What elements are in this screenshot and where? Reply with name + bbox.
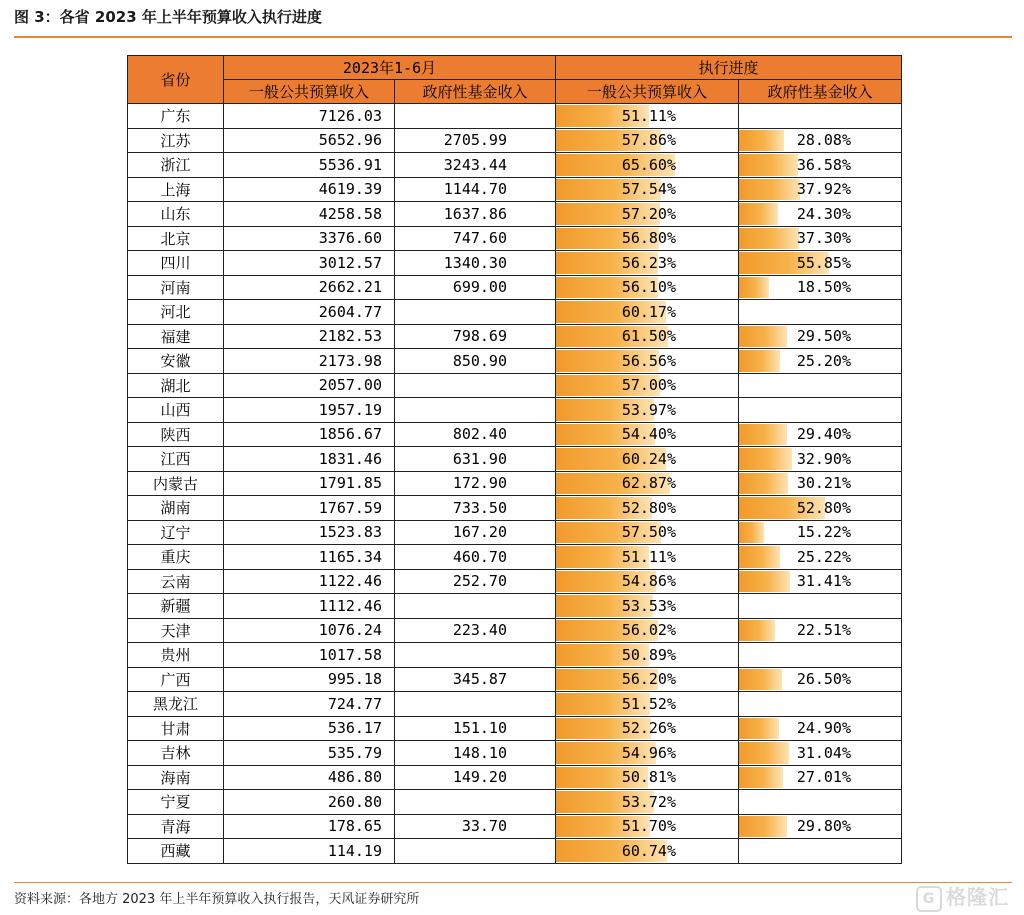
general-progress-cell-label: 50.89% [621, 645, 676, 664]
table-row [128, 202, 902, 227]
general-progress-cell-label: 57.86% [621, 131, 676, 150]
gov-fund-cell [395, 643, 556, 668]
gov-fund-cell: 2705.99 [395, 128, 556, 153]
fund-progress-cell [739, 545, 902, 570]
fund-progress-cell-bar [739, 718, 779, 740]
fund-progress-cell-label: 36.58% [796, 155, 851, 174]
fund-progress-cell-bar [739, 228, 799, 250]
table-row [128, 398, 902, 423]
fund-progress-cell-label: 24.30% [796, 204, 851, 223]
fund-progress-cell [739, 447, 902, 472]
top-rule [14, 36, 1012, 38]
revenue-progress-table [127, 55, 902, 864]
general-budget-cell: 2182.53 [224, 324, 395, 349]
fund-progress-cell-label [851, 107, 901, 125]
table-row [128, 447, 902, 472]
fund-progress-cell [739, 520, 902, 545]
general-progress-cell-label: 50.81% [621, 768, 676, 787]
general-progress-cell [556, 496, 739, 521]
general-progress-cell [556, 594, 739, 619]
gov-fund-cell: 252.70 [395, 569, 556, 594]
gov-fund-cell: 1637.86 [395, 202, 556, 227]
table-row [128, 520, 902, 545]
table-row [128, 471, 902, 496]
province-cell: 辽宁 [128, 520, 224, 545]
province-cell: 山西 [128, 398, 224, 423]
province-cell: 海南 [128, 765, 224, 790]
province-cell: 陕西 [128, 422, 224, 447]
header-general-budget-progress: 一般公共预算收入 [556, 80, 739, 104]
fund-progress-cell [739, 104, 902, 129]
general-budget-cell: 178.65 [224, 814, 395, 839]
table-row [128, 569, 902, 594]
general-budget-cell: 2604.77 [224, 300, 395, 325]
fund-progress-cell-label: 22.51% [796, 621, 851, 640]
gov-fund-cell: 149.20 [395, 765, 556, 790]
general-progress-cell [556, 177, 739, 202]
fund-progress-cell-bar [739, 571, 790, 593]
general-progress-cell-label: 53.72% [621, 792, 676, 811]
general-progress-cell [556, 324, 739, 349]
general-budget-cell: 995.18 [224, 667, 395, 692]
general-budget-cell: 114.19 [224, 839, 395, 864]
fund-progress-cell-label [851, 842, 901, 860]
table-row [128, 643, 902, 668]
fund-progress-cell [739, 300, 902, 325]
general-progress-cell-label: 54.96% [621, 743, 676, 762]
province-cell: 北京 [128, 226, 224, 251]
fund-progress-cell-label: 37.92% [796, 180, 851, 199]
fund-progress-cell-label: 37.30% [796, 229, 851, 248]
province-cell: 西藏 [128, 839, 224, 864]
general-progress-cell [556, 275, 739, 300]
fund-progress-cell-label: 31.04% [796, 743, 851, 762]
table-body [128, 104, 902, 864]
fund-progress-cell-label: 25.22% [796, 547, 851, 566]
general-budget-cell: 1791.85 [224, 471, 395, 496]
fund-progress-cell-label: 18.50% [796, 278, 851, 297]
general-progress-cell-label: 57.50% [621, 523, 676, 542]
general-budget-cell: 260.80 [224, 790, 395, 815]
fund-progress-cell-bar [739, 154, 798, 176]
general-progress-cell-label: 56.80% [621, 229, 676, 248]
fund-progress-cell-label: 26.50% [796, 670, 851, 689]
general-progress-cell [556, 398, 739, 423]
general-budget-cell: 1523.83 [224, 520, 395, 545]
fund-progress-cell-label: 30.21% [796, 474, 851, 493]
fund-progress-cell-label: 24.90% [796, 719, 851, 738]
fund-progress-cell [739, 202, 902, 227]
gov-fund-cell [395, 373, 556, 398]
general-budget-cell: 1856.67 [224, 422, 395, 447]
table-row [128, 300, 902, 325]
fund-progress-cell [739, 741, 902, 766]
general-progress-cell [556, 643, 739, 668]
general-budget-cell: 1831.46 [224, 447, 395, 472]
general-progress-cell [556, 839, 739, 864]
general-progress-cell [556, 300, 739, 325]
general-progress-cell [556, 447, 739, 472]
general-budget-cell: 4619.39 [224, 177, 395, 202]
table-row [128, 618, 902, 643]
general-budget-cell: 1122.46 [224, 569, 395, 594]
table-row [128, 839, 902, 864]
general-progress-cell-label: 51.11% [621, 547, 676, 566]
fund-progress-cell [739, 128, 902, 153]
table-row [128, 104, 902, 129]
gov-fund-cell: 3243.44 [395, 153, 556, 178]
gov-fund-cell [395, 300, 556, 325]
gov-fund-cell: 33.70 [395, 814, 556, 839]
general-budget-cell: 5536.91 [224, 153, 395, 178]
general-progress-cell [556, 226, 739, 251]
gov-fund-cell: 699.00 [395, 275, 556, 300]
general-progress-cell-label: 52.26% [621, 719, 676, 738]
province-cell: 上海 [128, 177, 224, 202]
general-progress-cell-label: 56.56% [621, 351, 676, 370]
table-row [128, 226, 902, 251]
table-row [128, 153, 902, 178]
fund-progress-cell-bar [739, 350, 780, 372]
fund-progress-cell-label: 31.41% [796, 572, 851, 591]
general-progress-cell-label: 60.74% [621, 841, 676, 860]
general-progress-cell [556, 422, 739, 447]
province-cell: 黑龙江 [128, 692, 224, 717]
general-progress-cell-label: 65.60% [621, 155, 676, 174]
general-budget-cell: 2057.00 [224, 373, 395, 398]
gov-fund-cell [395, 692, 556, 717]
fund-progress-cell-label: 28.08% [796, 131, 851, 150]
gov-fund-cell: 747.60 [395, 226, 556, 251]
general-budget-cell: 1957.19 [224, 398, 395, 423]
gov-fund-cell: 798.69 [395, 324, 556, 349]
general-progress-cell-label: 53.53% [621, 596, 676, 615]
province-cell: 河南 [128, 275, 224, 300]
fund-progress-cell-bar [739, 203, 778, 225]
general-progress-cell [556, 814, 739, 839]
general-progress-cell [556, 545, 739, 570]
general-progress-cell-label: 54.40% [621, 425, 676, 444]
fund-progress-cell [739, 422, 902, 447]
general-progress-cell-label: 54.86% [621, 572, 676, 591]
province-cell: 贵州 [128, 643, 224, 668]
table-row [128, 373, 902, 398]
fund-progress-cell-label [851, 376, 901, 394]
fund-progress-cell [739, 814, 902, 839]
province-cell: 山东 [128, 202, 224, 227]
table-row [128, 790, 902, 815]
gov-fund-cell: 345.87 [395, 667, 556, 692]
fund-progress-cell-label [851, 646, 901, 664]
fund-progress-cell [739, 471, 902, 496]
watermark-text: 格隆汇 [946, 885, 1009, 909]
header-group-progress: 执行进度 [556, 56, 902, 80]
table-row [128, 496, 902, 521]
header-gov-fund-progress: 政府性基金收入 [739, 80, 902, 104]
general-progress-cell [556, 741, 739, 766]
table-row [128, 177, 902, 202]
fund-progress-cell [739, 692, 902, 717]
gov-fund-cell: 223.40 [395, 618, 556, 643]
gov-fund-cell [395, 790, 556, 815]
fund-progress-cell-bar [739, 546, 780, 568]
table-row [128, 765, 902, 790]
fund-progress-cell [739, 496, 902, 521]
fund-progress-cell [739, 569, 902, 594]
general-budget-cell: 2662.21 [224, 275, 395, 300]
fund-progress-cell-label [851, 793, 901, 811]
general-budget-cell: 7126.03 [224, 104, 395, 129]
general-progress-cell [556, 104, 739, 129]
general-progress-cell-label: 51.52% [621, 694, 676, 713]
fund-progress-cell-bar [739, 816, 787, 838]
general-budget-cell: 4258.58 [224, 202, 395, 227]
general-progress-cell-label: 56.23% [621, 253, 676, 272]
general-progress-cell [556, 569, 739, 594]
fund-progress-cell-label: 32.90% [796, 449, 851, 468]
fund-progress-cell-label: 27.01% [796, 768, 851, 787]
general-budget-cell: 1165.34 [224, 545, 395, 570]
gov-fund-cell: 802.40 [395, 422, 556, 447]
table-row [128, 275, 902, 300]
fund-progress-cell [739, 324, 902, 349]
general-progress-cell-label: 51.70% [621, 817, 676, 836]
province-cell: 江西 [128, 447, 224, 472]
fund-progress-cell [739, 667, 902, 692]
fund-progress-cell [739, 594, 902, 619]
general-budget-cell: 486.80 [224, 765, 395, 790]
fund-progress-cell-label [851, 401, 901, 419]
general-budget-cell: 1017.58 [224, 643, 395, 668]
gov-fund-cell: 148.10 [395, 741, 556, 766]
fund-progress-cell-bar [739, 522, 764, 544]
province-cell: 重庆 [128, 545, 224, 570]
province-cell: 福建 [128, 324, 224, 349]
fund-progress-cell [739, 790, 902, 815]
header-province: 省份 [128, 56, 224, 104]
general-budget-cell: 535.79 [224, 741, 395, 766]
fund-progress-cell-label: 29.80% [796, 817, 851, 836]
general-progress-cell-label: 57.20% [621, 204, 676, 223]
table-row [128, 349, 902, 374]
fund-progress-cell-bar [739, 620, 775, 642]
table-row [128, 594, 902, 619]
general-progress-cell [556, 667, 739, 692]
gov-fund-cell: 631.90 [395, 447, 556, 472]
source-note: 资料来源：各地方 2023 年上半年预算收入执行报告，天风证券研究所 [14, 892, 420, 907]
general-progress-cell-label: 56.02% [621, 621, 676, 640]
province-cell: 吉林 [128, 741, 224, 766]
fund-progress-cell-bar [739, 669, 782, 691]
general-budget-cell: 536.17 [224, 716, 395, 741]
province-cell: 河北 [128, 300, 224, 325]
header-group-revenue: 2023年1-6月 [224, 56, 556, 80]
gov-fund-cell: 1144.70 [395, 177, 556, 202]
watermark-icon: G [916, 886, 942, 912]
fund-progress-cell-bar [739, 179, 800, 201]
general-progress-cell [556, 153, 739, 178]
province-cell: 广东 [128, 104, 224, 129]
fund-progress-cell-label [851, 597, 901, 615]
gov-fund-cell [395, 104, 556, 129]
fund-progress-cell-label: 25.20% [796, 351, 851, 370]
fund-progress-cell [739, 226, 902, 251]
fund-progress-cell [739, 716, 902, 741]
fund-progress-cell-bar [739, 326, 787, 348]
province-cell: 四川 [128, 251, 224, 276]
general-progress-cell-label: 62.87% [621, 474, 676, 493]
province-cell: 新疆 [128, 594, 224, 619]
gov-fund-cell: 460.70 [395, 545, 556, 570]
gov-fund-cell: 172.90 [395, 471, 556, 496]
general-progress-cell [556, 716, 739, 741]
gov-fund-cell [395, 398, 556, 423]
fund-progress-cell-label [851, 695, 901, 713]
figure-title: 图 3：各省 2023 年上半年预算收入执行进度 [14, 8, 322, 26]
province-cell: 安徽 [128, 349, 224, 374]
province-cell: 广西 [128, 667, 224, 692]
fund-progress-cell-bar [739, 742, 789, 764]
province-cell: 湖南 [128, 496, 224, 521]
table-row [128, 716, 902, 741]
general-progress-cell-label: 57.00% [621, 376, 676, 395]
general-progress-cell [556, 692, 739, 717]
fund-progress-cell [739, 643, 902, 668]
gov-fund-cell: 151.10 [395, 716, 556, 741]
fund-progress-cell [739, 251, 902, 276]
table-row [128, 667, 902, 692]
bottom-rule [14, 882, 1012, 883]
fund-progress-cell-bar [739, 130, 784, 152]
general-progress-cell [556, 349, 739, 374]
general-progress-cell-label: 51.11% [621, 106, 676, 125]
province-cell: 天津 [128, 618, 224, 643]
general-progress-cell-label: 60.17% [621, 302, 676, 321]
general-progress-cell-label: 60.24% [621, 449, 676, 468]
fund-progress-cell [739, 398, 902, 423]
general-progress-cell-label: 57.54% [621, 180, 676, 199]
fund-progress-cell-bar [739, 767, 783, 789]
province-cell: 青海 [128, 814, 224, 839]
gov-fund-cell: 1340.30 [395, 251, 556, 276]
fund-progress-cell [739, 275, 902, 300]
gov-fund-cell [395, 839, 556, 864]
province-cell: 江苏 [128, 128, 224, 153]
fund-progress-cell [739, 618, 902, 643]
fund-progress-cell [739, 349, 902, 374]
header-general-budget: 一般公共预算收入 [224, 80, 395, 104]
general-progress-cell [556, 765, 739, 790]
general-budget-cell: 3376.60 [224, 226, 395, 251]
general-progress-cell [556, 520, 739, 545]
fund-progress-cell-bar [739, 473, 788, 495]
fund-progress-cell-bar [739, 277, 769, 299]
table-row [128, 251, 902, 276]
watermark-logo [916, 881, 1009, 912]
general-progress-cell-label: 52.80% [621, 498, 676, 517]
fund-progress-cell-label: 15.22% [796, 523, 851, 542]
fund-progress-cell [739, 765, 902, 790]
fund-progress-cell-bar [739, 448, 792, 470]
province-cell: 甘肃 [128, 716, 224, 741]
general-budget-cell: 3012.57 [224, 251, 395, 276]
fund-progress-cell-label: 55.85% [796, 253, 851, 272]
province-cell: 湖北 [128, 373, 224, 398]
fund-progress-cell [739, 177, 902, 202]
table-row [128, 128, 902, 153]
general-progress-cell [556, 790, 739, 815]
fund-progress-cell-bar [739, 424, 787, 446]
general-progress-cell [556, 471, 739, 496]
header-gov-fund: 政府性基金收入 [395, 80, 556, 104]
general-budget-cell: 724.77 [224, 692, 395, 717]
general-progress-cell-label: 53.97% [621, 400, 676, 419]
fund-progress-cell-label: 29.40% [796, 425, 851, 444]
fund-progress-cell [739, 153, 902, 178]
table-row [128, 741, 902, 766]
fund-progress-cell [739, 839, 902, 864]
general-budget-cell: 1767.59 [224, 496, 395, 521]
province-cell: 浙江 [128, 153, 224, 178]
province-cell: 云南 [128, 569, 224, 594]
gov-fund-cell: 850.90 [395, 349, 556, 374]
general-progress-cell [556, 202, 739, 227]
table-row [128, 324, 902, 349]
gov-fund-cell: 167.20 [395, 520, 556, 545]
general-progress-cell [556, 128, 739, 153]
general-progress-cell [556, 251, 739, 276]
gov-fund-cell: 733.50 [395, 496, 556, 521]
fund-progress-cell [739, 373, 902, 398]
general-progress-cell-label: 56.20% [621, 670, 676, 689]
fund-progress-cell-label [851, 303, 901, 321]
general-progress-cell [556, 618, 739, 643]
province-cell: 宁夏 [128, 790, 224, 815]
general-progress-cell-label: 56.10% [621, 278, 676, 297]
fund-progress-cell-label: 52.80% [796, 498, 851, 517]
table-row [128, 422, 902, 447]
gov-fund-cell [395, 594, 556, 619]
general-progress-cell [556, 373, 739, 398]
general-budget-cell: 5652.96 [224, 128, 395, 153]
general-budget-cell: 2173.98 [224, 349, 395, 374]
general-budget-cell: 1112.46 [224, 594, 395, 619]
province-cell: 内蒙古 [128, 471, 224, 496]
fund-progress-cell-label: 29.50% [796, 327, 851, 346]
general-budget-cell: 1076.24 [224, 618, 395, 643]
table-row [128, 545, 902, 570]
general-progress-cell-label: 61.50% [621, 327, 676, 346]
table-row [128, 814, 902, 839]
table-row [128, 692, 902, 717]
